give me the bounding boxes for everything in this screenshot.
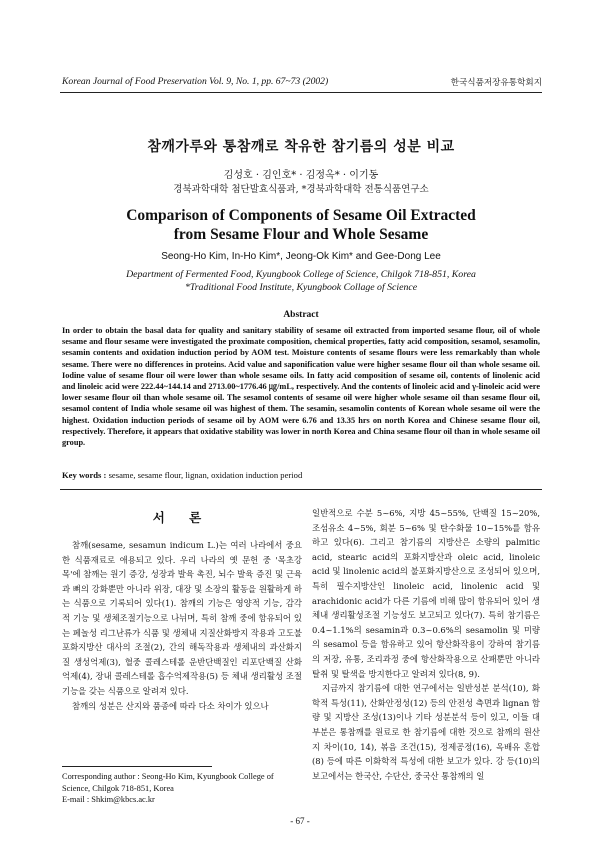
abstract-text: In order to obtain the basal data for quality and sanitary stability of sesame oil extracted from imported sesame flour, oil of whole sesame and flour sesame were investigated the proximate composition, chemical properties, fatty acid composition, sesamol, sesamolin, sesamin contents and oxidation induction period by AOM test. Moisture contents of sesame flours were less remarkably than whole sesame. There were no differences in proteins. Acid value and saponification value were higher sesame flour oil than whole sesame oil. Iodine value of sesame flour oil were lower than whole sesame oils. In fatty acid composition of sesame oil, contents of linolenic acid and linoleic acid were 222.44~144.14 and 2713.00~1776.46 ㎍/mL, respectively. And the contents of linoleic acid and γ-linoleic acid were lower sesame flour oil than whole sesame oil. The sesamol contents of sesame oil were higher whole sesame oil than sesame flour oil, sesamol content of India whole sesame oil was highest of them. The sesamin, sesamolin contents of Korean whole sesame oil were the highest. Oxidation induction periods of sesame oil by AOM were 6.76 and 13.35 hrs on north Korea and Chinese sesame flour oil, respectively. Therefore, it appears that oxidative stability was lower in north Korea and China sesame flour oil than in whole sesame oil group.	[62, 326, 540, 448]
section-heading-introduction: 서 론	[152, 510, 212, 525]
keywords-label: Key words :	[62, 470, 107, 480]
english-authors: Seong-Ho Kim, In-Ho Kim*, Jeong-Ok Kim* and Gee-Dong Lee	[161, 251, 441, 262]
header-rule	[60, 92, 542, 93]
running-header	[62, 76, 542, 88]
footnote-line-3: E-mail : Shkim@kbcs.ac.kr	[62, 795, 155, 804]
english-affiliation	[60, 268, 542, 294]
korean-authors: 김성호 · 김인호* · 김정옥* · 이기동	[223, 170, 379, 181]
right-column	[312, 506, 540, 783]
english-title-line-2: from Sesame Flour and Whole Sesame	[173, 226, 429, 243]
left-paragraph-1: 참깨(sesame, sesamun indicum L.)는 여러 나라에서 중요한 식품재료로 애용되고 있다. 우리 나라의 옛 문헌 중 '목초강목'에 참깨는 원기 증강, 성장과 발육 촉진, 뇌수 발육 증진 및 근육과 뼈의 강화뿐만 아니라 위장, 대장 및 소장의 활동을 원활하게 하는 식품으로 기록되어 있다(1). 참깨의 기능은 영양적 기능, 감각적 기능 및 생체조절기능으로 나뉘며, 특히 참깨 중에 함유되어 있는 페놀성 리그난류가 식품 및 생체내 지질산화방지 작용과 고도불포화지방산 대사의 조절(2), 간의 해독작용과 생체내의 과산화지질 생성억제(3), 혈중 콜레스테롤 운반단백질인 리포단백질 산화억제(4), 장내 콜레스테롤 흡수억제작용(5) 등 체내 생리활성 조절기능을 갖는 식품으로 알려져 있다.	[62, 540, 302, 696]
english-affiliation-line-2: *Traditional Food Institute, Kyungbook Collage of Science	[184, 282, 418, 293]
left-column	[62, 538, 302, 713]
english-title-line-1: Comparison of Components of Sesame Oil Extracted	[126, 207, 476, 224]
english-affiliation-line-1: Department of Fermented Food, Kyungbook College of Science, Chilgok 718-851, Korea	[126, 269, 476, 280]
left-paragraph-2: 참깨의 성분은 산지와 품종에 따라 다소 차이가 있으나	[72, 700, 269, 711]
english-title	[60, 206, 542, 244]
page-number: - 67 -	[290, 816, 310, 826]
corresponding-author-footnote	[62, 771, 302, 806]
abstract-heading: Abstract	[283, 310, 319, 320]
footnote-line-2: Science, Chilgok 718-851, Korea	[62, 783, 174, 793]
keywords-rule	[60, 489, 542, 490]
keywords	[62, 470, 540, 480]
korean-affiliation: 경북과학대학 첨단발효식품과, *경북과학대학 전통식품연구소	[173, 184, 429, 195]
right-paragraph-1: 일반적으로 수분 5~6%, 지방 45~55%, 단백질 15~20%, 조섬유소 4~5%, 회분 5~6% 및 탄수화물 10~15%를 함유하고 있다(6). 그리고 참기름의 지방산은 소량의 palmitic acid, stearic acid의 포화지방산과 oleic acid, linoleic acid 및 linolenic acid의 불포화지방산으로 조성되어 있으며, 특히 필수지방산인 linoleic acid, linolenic acid 및 arachidonic acid가 다른 기름에 비해 많이 함유되어 있어 생체내 생리활성조절 기능성도 보고되고 있다(7). 특히 참기름은 0.4~1.1%의 sesamin과 0.3~0.6%의 sesamolin 및 미량의 sesamol 등을 함유하고 있어 항산화작용이 강하여 참기름의 저장, 유통, 조리과정 중에 항산화작용으로 산패뿐만 아니라 탈취 및 탈색을 방지한다고 알려져 있다(8, 9).	[312, 508, 540, 679]
footnote-rule	[62, 766, 212, 767]
footnote-line-1: Corresponding author : Seong-Ho Kim, Kyungbook College of	[62, 772, 274, 781]
korean-title: 참깨가루와 통참깨로 착유한 참기름의 성분 비교	[147, 139, 455, 155]
keywords-text: sesame, sesame flour, lignan, oxidation induction period	[108, 470, 303, 480]
society-name: 한국식품저장유통학회지	[450, 78, 542, 88]
journal-citation: Korean Journal of Food Preservation Vol. 9, No. 1, pp. 67~73 (2002)	[62, 76, 329, 87]
right-paragraph-2: 지금까지 참기름에 대한 연구에서는 일반성분 분석(10), 화학적 특성(11), 산화안정성(12) 등의 안전성 측면과 lignan 함량 및 지방산 조성(13)이나 기타 성분분석 등이 있고, 이들 대부분은 통참깨를 원료로 한 참기름에 대한 것으로 참깨의 원산지 차이(10, 14), 볶음 조건(15), 정제공정(16), 옥배유 혼합(8) 등에 따른 이화학적 특성에 대한 보고가 있다. 강 등(10)의 보고에서는 한국산, 수단산, 중국산 통참깨의 일	[312, 683, 540, 781]
